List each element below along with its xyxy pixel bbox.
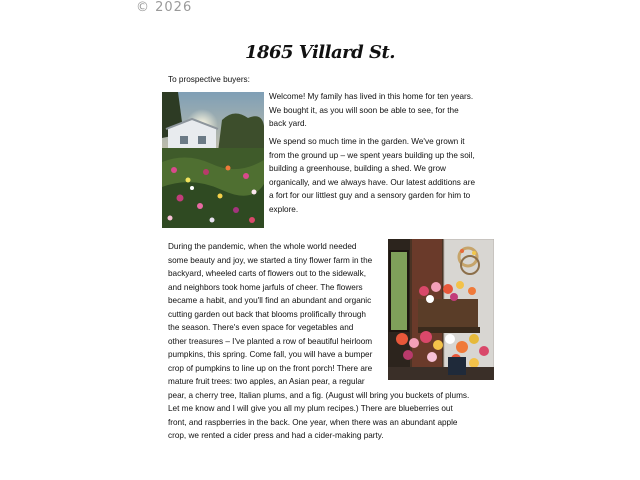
paragraph-flower-farm-text: During the pandemic, when the whole world needed some beauty and joy, we started a tiny flower farm in the backyard, wheeled carts of flowers out to the sidewalk, and neighbors took home jarfuls of cheer. The flowers became a habit, and you'll find an abundant and organic cutting garden out back that blooms prolifically through the season. There's even space for vegetables and other treasures – I've planted a row of beautiful heirloom pumpkins, this spring. Come fall, you will have a bumper crop of pumpkins to line up on the front porch! There are mature fruit trees: two apples, an Asian pear, a regular pear, a cherry tree, Italian plums, and a fig. (August will bring you buckets of plums. Let me know and I will give you all my plum recipes.) There are blueberries out front, and raspberries in the back. One year, when there was an abundant apple crop, we rented a cider press and had a cider-making party. — [168, 242, 470, 440]
page-title: 1865 Villard St. — [244, 42, 396, 63]
paragraph-flower-farm — [168, 240, 473, 443]
garden-photo — [162, 92, 264, 228]
paragraph-garden: We spend so much time in the garden. We've grown it from the ground up – we spent years building up the soil, building a greenhouse, building a shed. We grow organically, and we always have. Our latest additions are a fort for our littlest guy and a sensory garden for him to explore. — [269, 137, 476, 214]
salutation: To prospective buyers: — [168, 75, 250, 84]
copyright-notice: © 2026 — [136, 0, 193, 15]
paragraph-welcome: Welcome! My family has lived in this home for ten years. We bought it, as you will soon be able to see, for the back yard. — [269, 92, 474, 128]
